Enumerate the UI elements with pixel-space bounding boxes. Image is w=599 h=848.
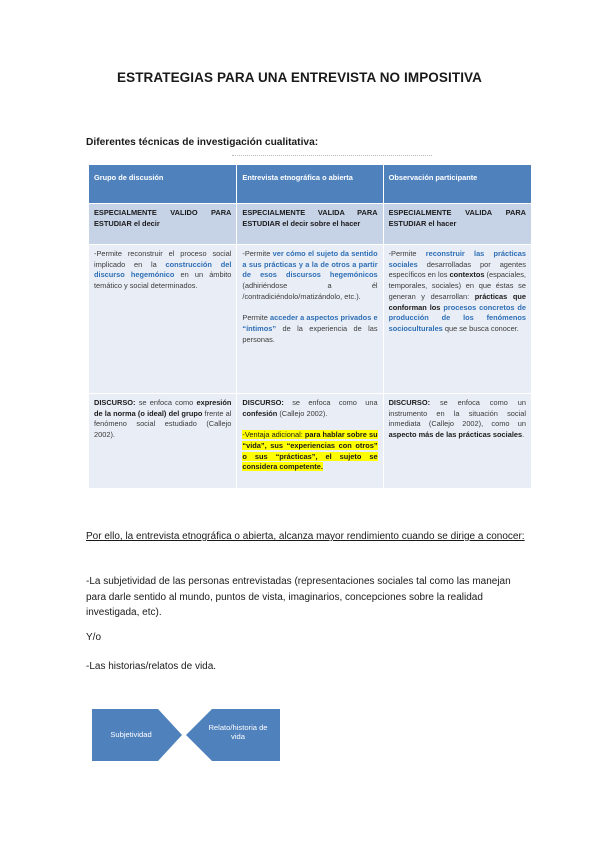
table-row-valido (89, 204, 532, 245)
table-row-discurso (89, 394, 532, 489)
subjetividad-relato-diagram (92, 697, 282, 773)
subjetividad-label: Subjetividad (110, 730, 152, 739)
cell-permite-entrevista: -Permite ver cómo el sujeto da sentido a sus prácticas y a la de otros a partir de esos discursos hegemónicos (adhiriéndose a él /contradiciéndolo/matizándolo, etc.). Permite acceder a aspectos privados e “íntimos” de la experiencia de las personas. (237, 245, 383, 394)
paragraph-por-ello: Por ello, la entrevista etnográfica o abierta, alcanza mayor rendimiento cuando se dirige a conocer: (86, 531, 525, 542)
header-observacion: Observación participante (383, 165, 531, 204)
table-row-permite (89, 245, 532, 394)
cell-valido-entrevista: ESPECIALMENTE VALIDA PARA ESTUDIAR el decir sobre el hacer (237, 204, 383, 245)
section-subtitle: Diferentes técnicas de investigación cualitativa: (86, 137, 319, 148)
cell-discurso-observacion: DISCURSO: se enfoca como un instrumento en la situación social inmediata (Callejo 2002), como un aspecto más de las prácticas sociales. (383, 394, 531, 489)
cell-permite-observacion: -Permite reconstruir las prácticas sociales desarrolladas por agentes específicos en los contextos (espaciales, temporales, sociales) en que éstas se generan y desarrollan: prácticas que conforman los procesos concretos de producción de los fenómenos socioculturales que se busca conocer. (383, 245, 531, 394)
cell-discurso-grupo: DISCURSO: se enfoca como expresión de la norma (o ideal) del grupo frente al fenómeno social estudiado (Callejo 2002). (89, 394, 237, 489)
cell-valido-grupo: ESPECIALMENTE VALIDO PARA ESTUDIAR el decir (89, 204, 237, 245)
cell-discurso-entrevista: DISCURSO: se enfoca como una confesión (Callejo 2002). -Ventaja adicional: para hablar sobre su “vida”, sus “experiencias con otros” o sus “prácticas”, el sujeto se considera competente. (237, 394, 383, 489)
relato-historia-label: Relato/historia de vida (208, 723, 268, 742)
cell-permite-grupo: -Permite reconstruir el proceso social implicado en la construcción del discurso hegemónico en un ámbito temático y social determinados. (89, 245, 237, 394)
header-entrevista: Entrevista etnográfica o abierta (237, 165, 383, 204)
dotted-divider (232, 155, 432, 162)
techniques-table (88, 164, 532, 489)
cell-valido-observacion: ESPECIALMENTE VALIDA PARA ESTUDIAR el hacer (383, 204, 531, 245)
paragraph-subjetividad: -La subjetividad de las personas entrevistadas (representaciones sociales tal como las manejan para darle sentido al mundo, puntos de vista, imaginarios, concepciones sobre la realidad investigada, etc). (86, 576, 511, 618)
table-header-row (89, 165, 532, 204)
header-grupo-discusion: Grupo de discusión (89, 165, 237, 204)
paragraph-historias: -Las historias/relatos de vida. (86, 661, 217, 672)
page-title: ESTRATEGIAS PARA UNA ENTREVISTA NO IMPOSITIVA (116, 70, 483, 85)
paragraph-y-o: Y/o (86, 632, 102, 643)
